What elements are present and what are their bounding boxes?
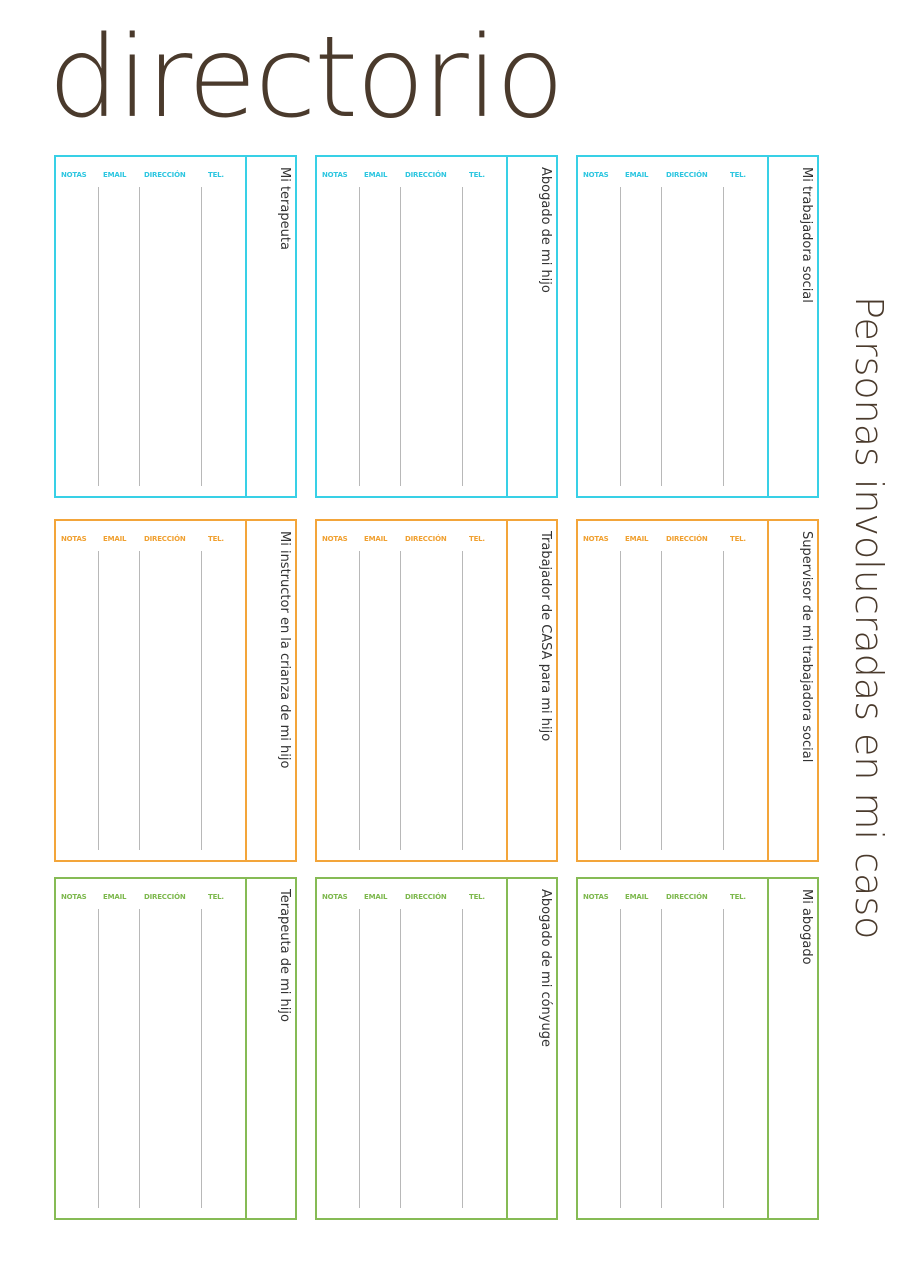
column-line — [620, 187, 621, 486]
contact-card — [315, 519, 558, 862]
column-header-notes: NOTAS — [583, 893, 609, 901]
contact-card — [54, 519, 297, 862]
column-header-address: DIRECCIÓN — [144, 171, 186, 179]
column-header-phone: TEL. — [469, 893, 485, 901]
label-divider — [245, 879, 247, 1218]
column-line — [359, 187, 360, 486]
column-header-notes: NOTAS — [322, 535, 348, 543]
column-header-phone: TEL. — [730, 893, 746, 901]
contact-card — [576, 155, 819, 498]
column-line — [620, 551, 621, 850]
column-line — [400, 551, 401, 850]
contact-card-label: Mi trabajadora social — [799, 167, 814, 303]
column-line — [139, 187, 140, 486]
column-header-phone: TEL. — [208, 893, 224, 901]
column-line — [98, 187, 99, 486]
column-header-phone: TEL. — [730, 171, 746, 179]
page-title: directorio — [48, 13, 563, 143]
column-header-notes: NOTAS — [61, 171, 87, 179]
column-line — [139, 909, 140, 1208]
label-divider — [506, 521, 508, 860]
label-divider — [767, 157, 769, 496]
column-header-notes: NOTAS — [61, 535, 87, 543]
column-line — [462, 187, 463, 486]
column-line — [723, 909, 724, 1208]
column-header-phone: TEL. — [208, 171, 224, 179]
column-line — [98, 551, 99, 850]
label-divider — [245, 521, 247, 860]
column-line — [201, 909, 202, 1208]
column-line — [620, 909, 621, 1208]
label-divider — [767, 879, 769, 1218]
contact-card-label: Mi terapeuta — [277, 167, 292, 250]
contact-card — [315, 155, 558, 498]
column-header-address: DIRECCIÓN — [666, 171, 708, 179]
column-line — [201, 187, 202, 486]
column-header-notes: NOTAS — [322, 171, 348, 179]
column-line — [139, 551, 140, 850]
column-line — [400, 187, 401, 486]
column-line — [723, 551, 724, 850]
column-line — [359, 551, 360, 850]
column-header-email: EMAIL — [625, 171, 649, 179]
column-line — [359, 909, 360, 1208]
contact-card-label: Terapeuta de mi hijo — [277, 889, 292, 1022]
side-title: Personas involucradas en mi caso — [847, 296, 891, 940]
contact-card — [576, 519, 819, 862]
column-header-phone: TEL. — [469, 535, 485, 543]
column-line — [98, 909, 99, 1208]
contact-card-label: Supervisor de mi trabajadora social — [799, 531, 814, 763]
column-header-notes: NOTAS — [583, 535, 609, 543]
column-header-address: DIRECCIÓN — [666, 535, 708, 543]
contact-card-label: Mi instructor en la crianza de mi hijo — [277, 531, 292, 769]
column-header-address: DIRECCIÓN — [144, 535, 186, 543]
column-header-email: EMAIL — [103, 171, 127, 179]
contact-card — [315, 877, 558, 1220]
column-header-notes: NOTAS — [583, 171, 609, 179]
column-header-address: DIRECCIÓN — [666, 893, 708, 901]
column-header-address: DIRECCIÓN — [405, 893, 447, 901]
contact-card-label: Mi abogado — [799, 889, 814, 965]
column-header-phone: TEL. — [469, 171, 485, 179]
column-line — [661, 909, 662, 1208]
column-header-phone: TEL. — [208, 535, 224, 543]
column-header-email: EMAIL — [625, 893, 649, 901]
column-header-notes: NOTAS — [61, 893, 87, 901]
column-header-email: EMAIL — [625, 535, 649, 543]
column-header-email: EMAIL — [364, 535, 388, 543]
column-header-email: EMAIL — [103, 893, 127, 901]
column-header-notes: NOTAS — [322, 893, 348, 901]
column-header-phone: TEL. — [730, 535, 746, 543]
column-line — [661, 551, 662, 850]
contact-card-label: Trabajador de CASA para mi hijo — [538, 531, 553, 742]
column-line — [723, 187, 724, 486]
column-line — [661, 187, 662, 486]
column-line — [462, 551, 463, 850]
column-header-address: DIRECCIÓN — [144, 893, 186, 901]
column-line — [400, 909, 401, 1208]
column-line — [462, 909, 463, 1208]
column-header-address: DIRECCIÓN — [405, 535, 447, 543]
label-divider — [245, 157, 247, 496]
contact-card-label: Abogado de mi hijo — [538, 167, 553, 293]
column-header-email: EMAIL — [103, 535, 127, 543]
contact-card — [576, 877, 819, 1220]
column-header-email: EMAIL — [364, 893, 388, 901]
column-header-email: EMAIL — [364, 171, 388, 179]
contact-card — [54, 155, 297, 498]
label-divider — [506, 879, 508, 1218]
column-header-address: DIRECCIÓN — [405, 171, 447, 179]
column-line — [201, 551, 202, 850]
contact-card-label: Abogado de mi cónyuge — [538, 889, 553, 1047]
label-divider — [767, 521, 769, 860]
label-divider — [506, 157, 508, 496]
contact-card — [54, 877, 297, 1220]
